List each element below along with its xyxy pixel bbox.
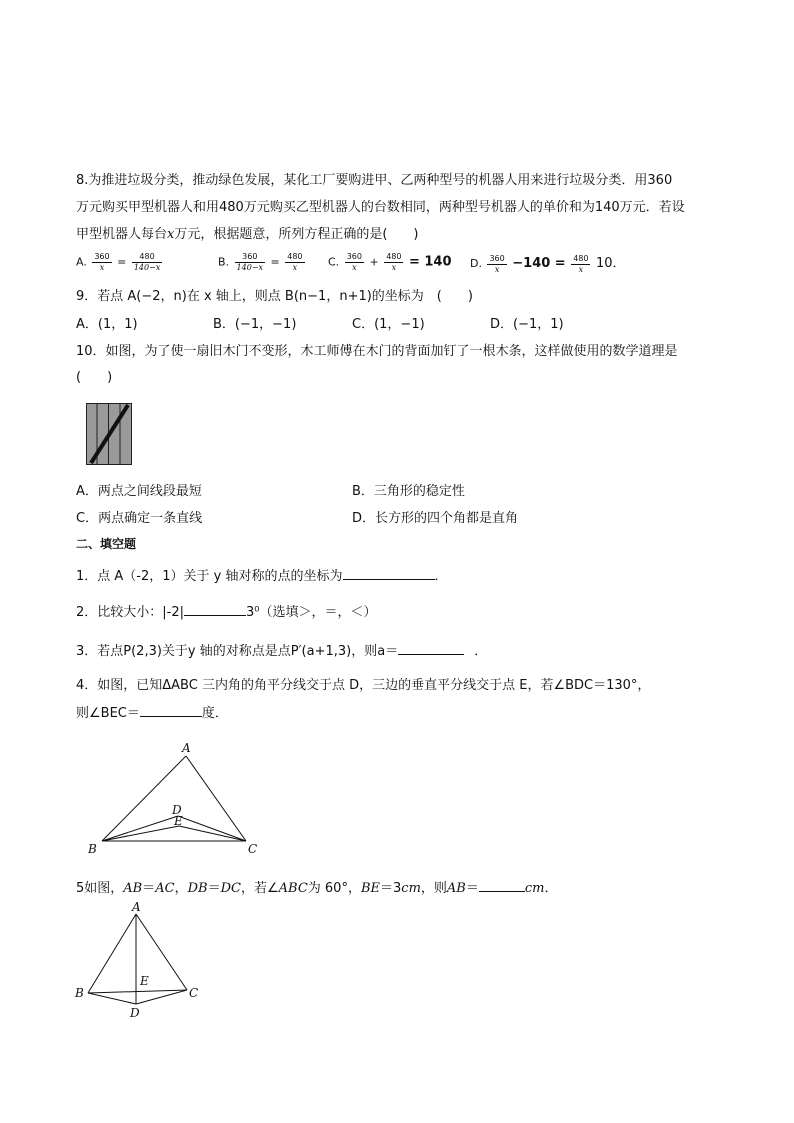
fill-1 [76,565,448,588]
q10-option-b[interactable]: B．三角形的稳定性 [352,484,465,499]
q9-option-c[interactable]: C．(1，−1) [352,317,425,332]
edge-ab [88,914,136,993]
q8-option-a[interactable] [76,252,164,273]
label-a: A [132,900,141,914]
frac-num: 360 [94,252,110,261]
frac-den: 140−x [236,263,264,272]
q9-option-a[interactable]: A．(1，1) [76,317,138,332]
fill-1-text: 1．点 A（-2，1）关于 y 轴对称的点的坐标为 [76,569,343,584]
fill-1-end: ． [434,569,448,584]
var-db: DB [187,881,208,896]
var-abc: ABC [278,881,308,896]
frac-den: 140−x [133,263,161,272]
frac-num: 480 [132,252,162,263]
q8-option-c[interactable] [328,252,452,273]
edge-bc [88,990,187,993]
label-d: D [130,1006,140,1020]
q8-option-b-frac1 [235,252,265,273]
q8-option-d-mid: −140 = [512,256,566,271]
fill-2 [76,601,376,624]
frac-num: 480 [386,252,402,261]
var-ab: AB [123,881,143,896]
q8-option-a-frac2 [132,252,162,273]
q9-option-d[interactable]: D．(−1，1) [490,317,564,332]
fill-5-mid4: ，则 [420,881,447,896]
answer-blank[interactable] [140,702,202,717]
answer-blank[interactable] [479,877,525,892]
fill-2-rest: 3⁰（选填＞，＝，＜） [246,605,377,620]
equals: ＝ [465,881,479,896]
var-ab: AB [446,881,466,896]
fill-3 [76,640,487,663]
frac-den: x [494,264,500,274]
q8-line2: 万元购买甲型机器人和用480万元购买乙型机器人的台数相同，两种型号机器人的单价和为140万元．若设 [76,200,685,215]
unit-cm: cm [524,881,545,896]
equals-sign: = [270,255,280,269]
q8-option-a-frac1 [92,252,111,273]
q8-option-c-rest: = 140 [408,254,452,270]
edge-ab [102,756,186,841]
q8-option-c-frac2 [384,252,403,273]
label-e: E [174,814,183,828]
frac-num: 480 [287,252,303,261]
q8-option-b-frac2 [285,252,304,273]
fill-3-text: 3．若点P(2,3)关于y 轴的对称点是点P′(a+1,3)，则a＝ [76,644,399,659]
q8-var-x: x [167,227,175,242]
q10-option-c[interactable]: C．两点确定一条直线 [76,511,203,526]
equals-sign: = [117,255,127,269]
q8-line3 [76,224,419,246]
fill-5-end: ． [544,881,558,896]
label-d: D [172,803,182,817]
comma: ， [174,881,188,896]
q8-option-d-rest: 10． [595,256,626,271]
q8-option-d[interactable] [470,252,626,275]
triangle-figure-5 [72,900,212,1025]
label-c: C [189,986,199,1000]
frac-num: 360 [346,252,362,261]
q8-option-d-label: D. [470,257,482,270]
frac-num: 360 [489,253,505,263]
q9-option-b[interactable]: B．(−1，−1) [213,317,297,332]
q10-paren: ( ) [76,370,113,385]
section-title: 二、填空题 [76,537,137,551]
label-e: E [140,974,149,988]
fill-3-end: ． [474,644,488,659]
q8-option-a-label: A. [76,255,87,269]
label-c: C [248,842,258,856]
q8-option-c-frac1 [345,252,364,273]
door-figure [86,403,133,466]
triangle-figure-4 [84,740,264,860]
fill-5-mid3: ＝3 [380,881,402,896]
segment-dc [136,990,187,1004]
equals: ＝ [142,881,156,896]
frac-num: 360 [235,252,265,263]
answer-blank[interactable] [398,640,464,655]
unit-cm: cm [401,881,421,896]
frac-den: x [292,263,298,272]
fill-4-end: 度． [201,706,228,721]
q8-option-c-label: C. [328,255,340,269]
q9-stem: 9．若点 A(−2，n)在 x 轴上，则点 B(n−1，n+1)的坐标为 ( ) [76,289,473,304]
q10-stem: 10．如图，为了使一扇旧木门不变形，木工师傅在木门的背面加钉了一根木条，这样做使用的数学道理是 [76,344,678,359]
answer-blank[interactable] [343,565,435,580]
q8-line1: 8.为推进垃圾分类，推动绿色发展，某化工厂要购进甲、乙两种型号的机器人用来进行垃圾分类．用360 [76,173,673,188]
q8-option-b-label: B. [218,255,230,269]
label-b: B [88,842,97,856]
q10-option-a[interactable]: A．两点之间线段最短 [76,484,202,499]
frac-den: x [578,264,584,274]
fill-4-line1: 4．如图，已知ΔABC 三内角的角平分线交于点 D，三边的垂直平分线交于点 E，若∠BDC＝130°， [76,678,651,693]
q8-option-b[interactable] [218,252,307,273]
fill-5-mid2: 为 60°， [307,881,361,896]
fill-5-prefix: 5如图， [76,881,124,896]
var-be: BE [360,881,381,896]
plus-sign: + [369,255,379,269]
label-b: B [75,986,84,1000]
segment-bd [88,993,136,1004]
fill-2-text: 2．比较大小：|-2| [76,605,184,620]
var-ac: AC [155,881,175,896]
fill-4-line2 [76,702,228,725]
frac-num: 480 [573,253,589,263]
q10-option-d[interactable]: D．长方形的四个角都是直角 [352,511,519,526]
edge-ac [186,756,246,841]
answer-blank[interactable] [184,601,246,616]
fill-4-text: 则∠BEC＝ [76,706,140,721]
q8-option-d-frac1 [487,254,506,275]
frac-den: x [391,263,397,272]
equals: ＝ [207,881,221,896]
q8-line3-a: 甲型机器人每台 [76,227,168,242]
q8-option-d-frac2 [571,254,590,275]
label-a: A [182,741,191,755]
fill-5-mid: ，若∠ [240,881,279,896]
fill-5 [76,877,558,900]
frac-den: x [352,263,357,272]
q8-line3-b: 万元，根据题意，所列方程正确的是( ) [174,227,419,242]
var-dc: DC [220,881,241,896]
frac-den: x [99,263,105,272]
